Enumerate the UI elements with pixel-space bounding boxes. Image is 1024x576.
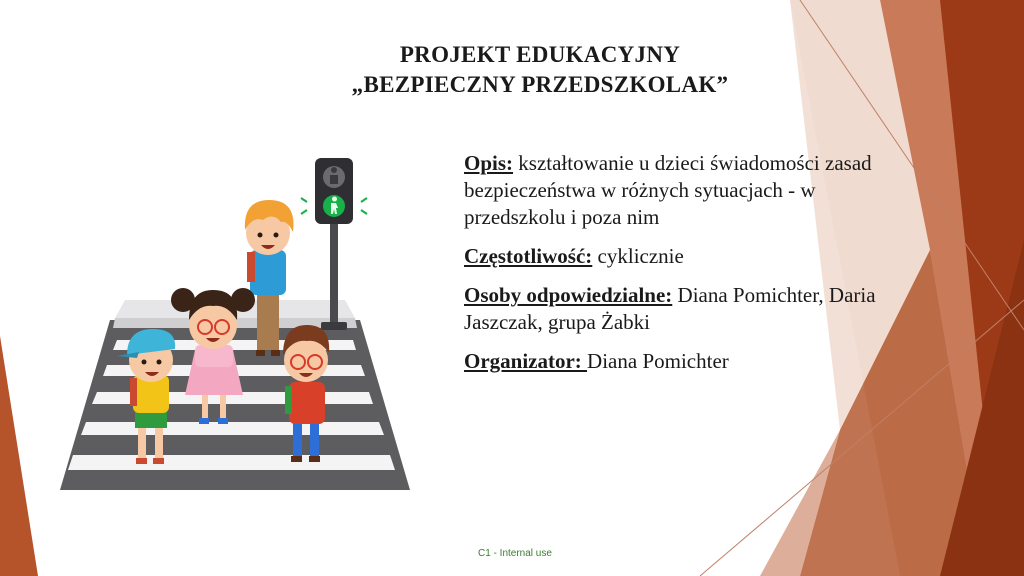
project-details: [464, 150, 884, 387]
title-line-2: „BEZPIECZNY PRZEDSZKOLAK”: [351, 72, 729, 97]
osoby-label: Osoby odpowiedzialne:: [464, 283, 673, 307]
osoby-paragraph: [464, 282, 884, 336]
slide-title: [260, 40, 820, 100]
traffic-light-base: [321, 322, 347, 330]
title-line-1: PROJEKT EDUKACYJNY: [399, 42, 681, 67]
organizator-paragraph: [464, 348, 884, 375]
traffic-light-pole: [330, 210, 338, 330]
czestotliwosc-label: Częstotliwość:: [464, 244, 593, 268]
osoby-text: Diana Pomichter, Daria Jaszczak, grupa Żabki: [464, 283, 876, 334]
czestotliwosc-paragraph: [464, 243, 884, 270]
crosswalk-kids-illustration: [55, 150, 415, 495]
organizator-label: Organizator:: [464, 349, 588, 373]
czestotliwosc-text: cyklicznie: [592, 244, 684, 268]
opis-paragraph: [464, 150, 884, 231]
opis-text: kształtowanie u dzieci świadomości zasad bezpieczeństwa w różnych sytuacjach - w przedszkolu i poza nim: [464, 151, 872, 229]
left-accent-shape: [0, 336, 38, 576]
organizator-text: Diana Pomichter: [587, 349, 729, 373]
opis-label: Opis:: [464, 151, 514, 175]
classification-footer: C1 - Internal use: [478, 548, 552, 559]
